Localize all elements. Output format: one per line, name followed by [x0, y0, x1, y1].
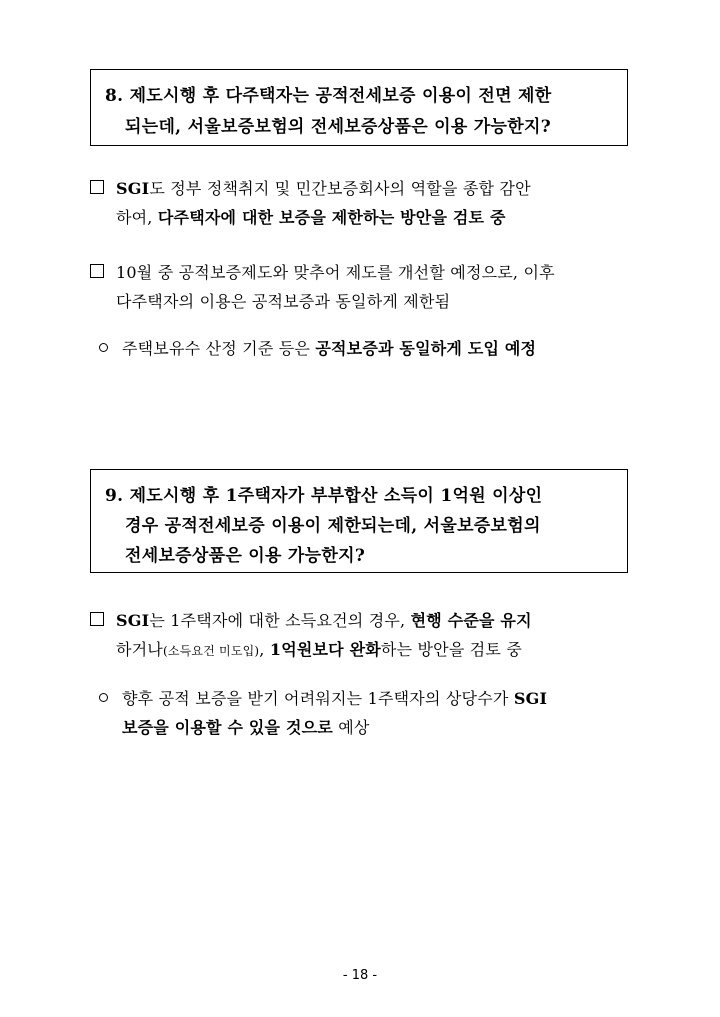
- answer-9-p1-line-2-bold: 1억원보다 완화: [269, 640, 381, 659]
- square-bullet-icon: [90, 264, 104, 278]
- sgi-label: SGI: [116, 179, 150, 198]
- answer-8-p1-line-1: 도 정부 정책취지 및 민간보증회사의 역할을 종합 감안: [149, 179, 531, 198]
- square-bullet-icon: [90, 180, 104, 194]
- circle-bullet-icon: [99, 343, 108, 352]
- answer-9-p1-line-2-rest: 하는 방안을 검토 중: [380, 640, 523, 659]
- question-8-line-1: 8. 제도시행 후 다주택자는 공적전세보증 이용이 전면 제한: [105, 86, 552, 106]
- answer-9-p1-line-1-bold: 현행 수준을 유지: [410, 611, 532, 630]
- question-9-line-2: 경우 공적전세보증 이용이 제한되는데, 서울보증보험의: [125, 516, 541, 536]
- answer-9-p1-line-2-note: (소득요건 미도입): [162, 644, 260, 658]
- answer-8-p2-line-1: 10월 중 공적보증제도와 맞추어 제도를 개선할 예정으로, 이후: [116, 263, 555, 282]
- answer-9-sub-line-2-bold: 보증을 이용할 수 있을 것으로: [122, 718, 333, 737]
- answer-9-sub-line-1-bold: SGI: [513, 689, 548, 708]
- question-9-box: [90, 469, 628, 573]
- answer-9-p1-line-2-comma: ,: [259, 640, 270, 659]
- answer-8-p2-line-2: 다주택자의 이용은 공적보증과 동일하게 제한됨: [116, 292, 451, 311]
- answer-8-p1-line-2-pre: 하여,: [116, 208, 158, 227]
- answer-8-sub-bold: 공적보증과 동일하게 도입 예정: [315, 339, 537, 358]
- answer-8-p1-line-2-bold: 다주택자에 대한 보증을 제한하는 방안을 검토 중: [157, 208, 506, 227]
- square-bullet-icon: [90, 612, 104, 626]
- circle-bullet-icon: [99, 693, 108, 702]
- answer-9-sub-line-1-pre: 향후 공적 보증을 받기 어려워지는 1주택자의 상당수가: [122, 689, 514, 708]
- question-8-box: [90, 69, 628, 146]
- question-9-line-1: 9. 제도시행 후 1주택자가 부부합산 소득이 1억원 이상인: [105, 486, 543, 506]
- sgi-label: SGI: [116, 611, 150, 630]
- answer-9-p1-line-2-pre: 하거나: [116, 640, 163, 659]
- answer-9-sub-line-2-rest: 예상: [332, 718, 370, 737]
- answer-8-sub-pre: 주택보유수 산정 기준 등은: [122, 339, 316, 358]
- question-9-line-3: 전세보증상품은 이용 가능한지?: [125, 546, 366, 566]
- answer-8-sub-bullet: [122, 336, 536, 359]
- page-number: - 18 -: [342, 968, 378, 983]
- answer-9-p1-line-1-mid: 는 1주택자에 대한 소득요건의 경우,: [149, 611, 411, 630]
- question-8-line-2: 되는데, 서울보증보험의 전세보증상품은 이용 가능한지?: [125, 117, 551, 137]
